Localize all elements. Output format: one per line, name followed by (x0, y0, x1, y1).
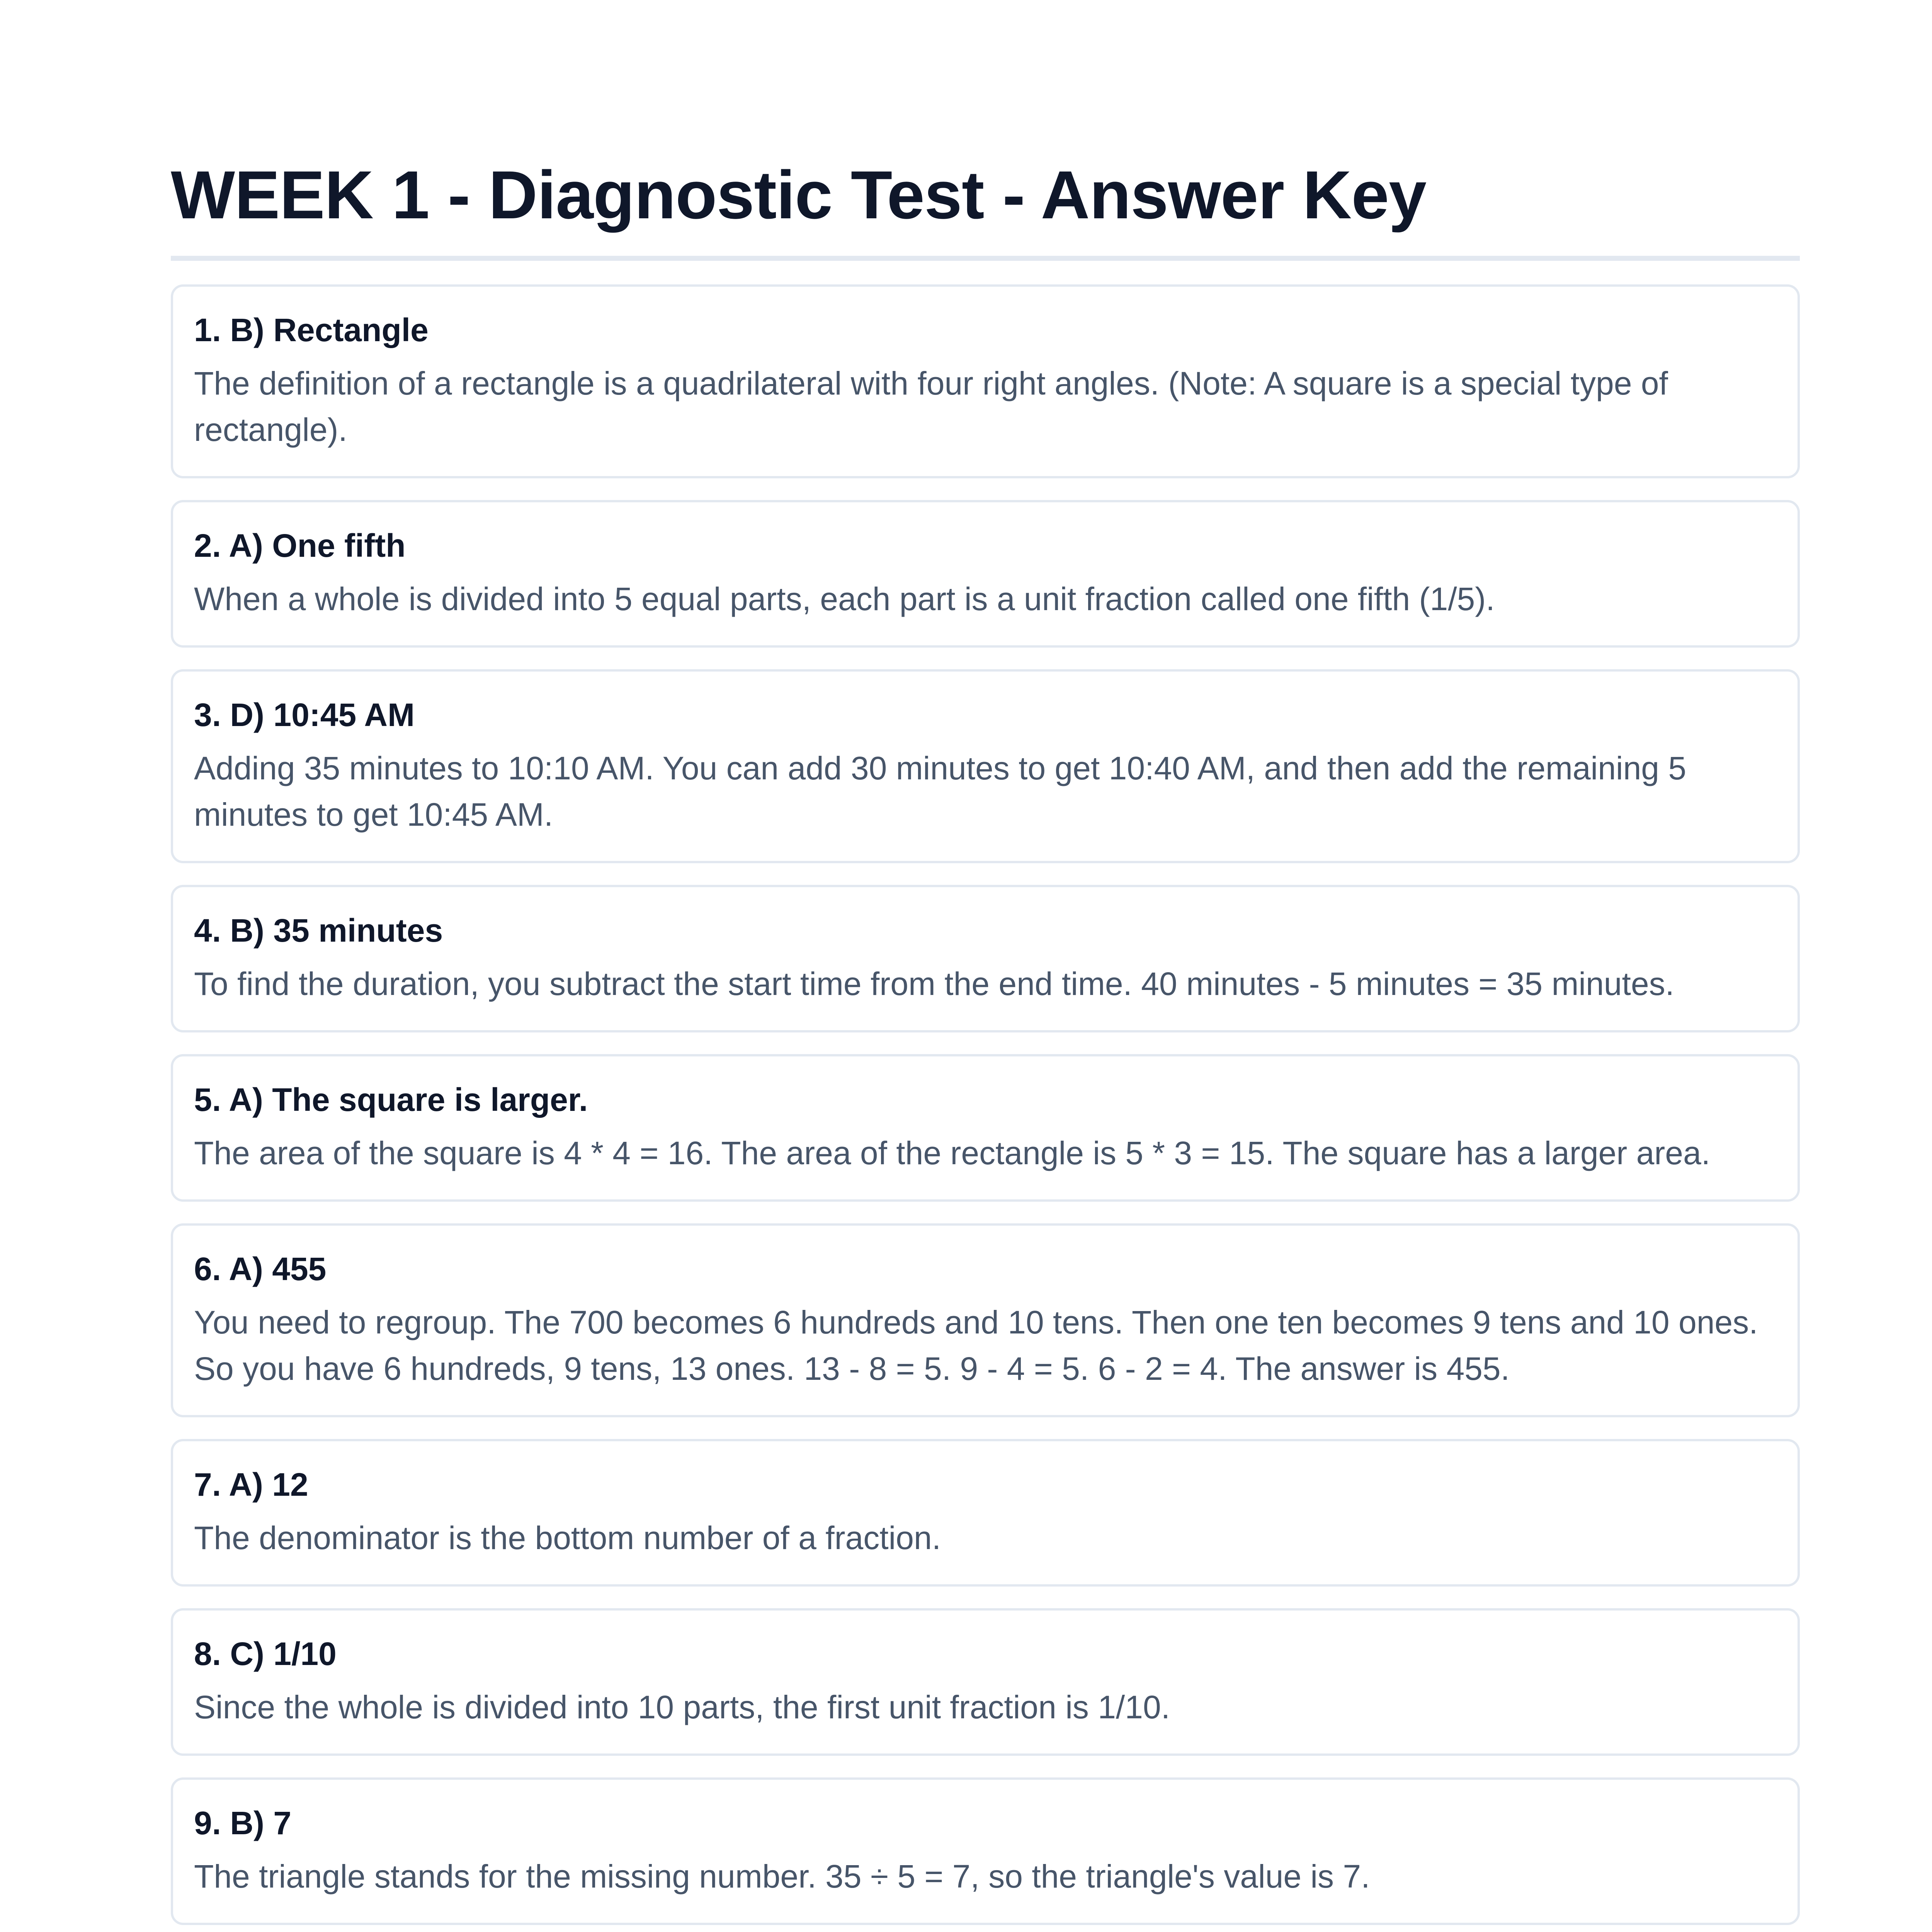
answer-key-page (171, 155, 1800, 1932)
answer-card-7 (171, 1439, 1800, 1587)
answer-card-3 (171, 669, 1800, 863)
answer-card-5 (171, 1054, 1800, 1202)
answer-explanation: Since the whole is divided into 10 parts, the first unit fraction is 1/10. (194, 1689, 1170, 1725)
answer-heading: 8. C) 1/10 (194, 1636, 337, 1672)
answer-explanation: The triangle stands for the missing number. 35 ÷ 5 = 7, so the triangle's value is 7. (194, 1858, 1370, 1895)
answer-explanation: The definition of a rectangle is a quadrilateral with four right angles. (Note: A square is a special type of rectangle). (194, 365, 1668, 448)
answer-heading: 1. B) Rectangle (194, 312, 429, 348)
answer-heading: 9. B) 7 (194, 1805, 292, 1841)
answer-heading: 6. A) 455 (194, 1251, 327, 1287)
page-title: WEEK 1 - Diagnostic Test - Answer Key (171, 157, 1426, 233)
answer-explanation: When a whole is divided into 5 equal parts, each part is a unit fraction called one fifth (1/5). (194, 581, 1495, 617)
answer-list (171, 284, 1800, 1932)
answer-heading: 2. A) One fifth (194, 527, 406, 564)
title-divider (171, 256, 1800, 261)
answer-explanation: The denominator is the bottom number of a fraction. (194, 1520, 941, 1556)
answer-card-2 (171, 500, 1800, 648)
answer-card-8 (171, 1608, 1800, 1756)
answer-explanation: The area of the square is 4 * 4 = 16. The area of the rectangle is 5 * 3 = 15. The square has a larger area. (194, 1135, 1711, 1171)
answer-heading: 7. A) 12 (194, 1466, 308, 1503)
answer-card-4 (171, 885, 1800, 1032)
answer-heading: 3. D) 10:45 AM (194, 697, 415, 733)
answer-card-1 (171, 284, 1800, 478)
answer-card-6 (171, 1223, 1800, 1417)
answer-heading: 5. A) The square is larger. (194, 1082, 588, 1118)
answer-explanation: Adding 35 minutes to 10:10 AM. You can add 30 minutes to get 10:40 AM, and then add the remaining 5 minutes to get 10:45 AM. (194, 750, 1687, 833)
answer-explanation: You need to regroup. The 700 becomes 6 hundreds and 10 tens. Then one ten becomes 9 tens and 10 ones. So you have 6 hundreds, 9 tens, 13 ones. 13 - 8 = 5. 9 - 4 = 5. 6 - 2 = 4. The answer is 455. (194, 1304, 1758, 1387)
answer-explanation: To find the duration, you subtract the start time from the end time. 40 minutes - 5 minutes = 35 minutes. (194, 966, 1674, 1002)
answer-heading: 4. B) 35 minutes (194, 912, 443, 949)
answer-card-9 (171, 1777, 1800, 1925)
